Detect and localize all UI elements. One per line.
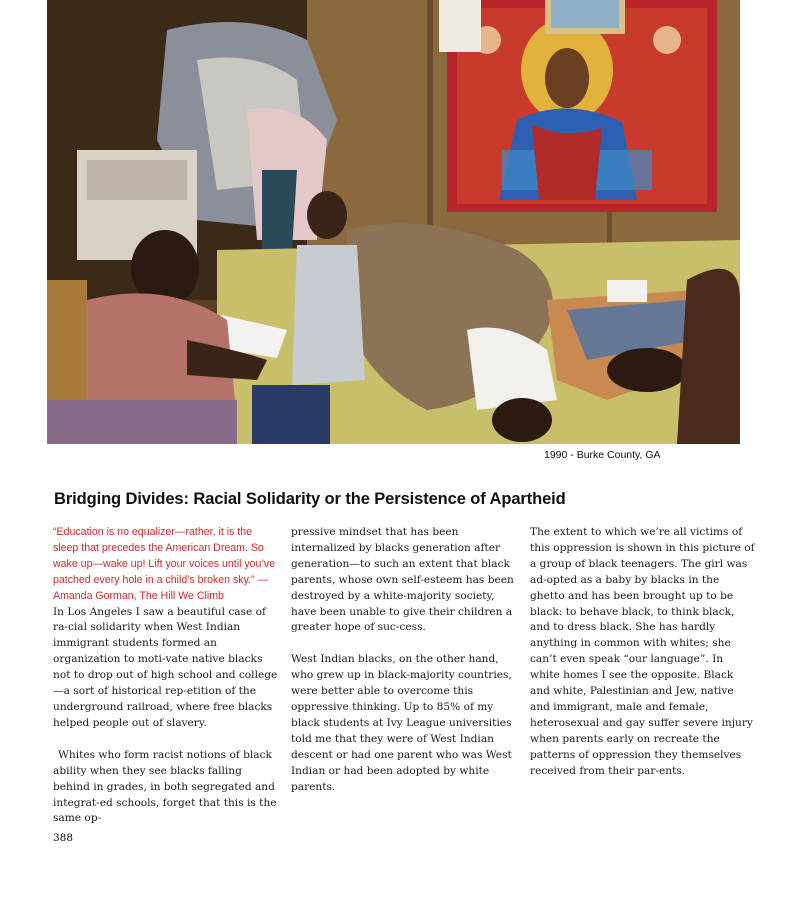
paragraph: In Los Angeles I saw a beautiful case of ra-cial solidarity when West Indian immigrant students formed an organization to moti-vate native blacks not to drop out of high school and college—a sort of historical rep-etition of the underground railroad, where free blacks helped people out of slavery. bbox=[53, 605, 278, 729]
text-column-1 bbox=[53, 525, 279, 827]
photo-caption: 1990 - Burke County, GA bbox=[544, 449, 661, 461]
paragraph: West Indian blacks, on the other hand, who grew up in black-majority countries, were better able to overcome this oppressive thinking. Up to 85% of my black students at Ivy League universities told me that they were of West Indian descent or had one parent who was West Indian or had been adopted by white parents. bbox=[291, 653, 512, 793]
page-number: 388 bbox=[53, 832, 74, 844]
documentary-photo bbox=[47, 0, 740, 444]
photo-illustration bbox=[47, 0, 740, 444]
pull-quote: “Education is no equalizer—rather, it is the sleep that precedes the American Dream. So wake up—wake up! Lift your voices until you’ve patched every hole in a child’s broken sky.” —Amanda Gorman, The Hill We Climb bbox=[53, 526, 275, 602]
paragraph: pressive mindset that has been internalized by blacks generation after generation—to such an extent that black parents, whose own self-esteem has been destroyed by a white-majority society, have been unable to give their children a greater hope of suc-cess. bbox=[291, 526, 514, 634]
paragraph: The extent to which we’re all victims of this oppression is shown in this picture of a group of black teenagers. The girl was ad-opted as a baby by blacks in the ghetto and has been brought up to be black: to behave black, to think black, and to dress black. She has hardly anything in common with whites; she can’t even speak “our language”. In white homes I see the opposite. Black and white, Palestinian and Jew, native and immigrant, male and female, heterosexual and gay suffer severe injury when parents early on recreate the patterns of oppression they themselves received from their par-ents. bbox=[530, 526, 755, 777]
paragraph: Whites who form racist notions of black ability when they see blacks falling behind in grades, in both segregated and integrat-ed schools, forget that this is the same op- bbox=[53, 748, 277, 825]
text-column-3 bbox=[530, 525, 756, 780]
article-title: Bridging Divides: Racial Solidarity or the Persistence of Apartheid bbox=[54, 490, 566, 508]
text-column-2 bbox=[291, 525, 517, 796]
